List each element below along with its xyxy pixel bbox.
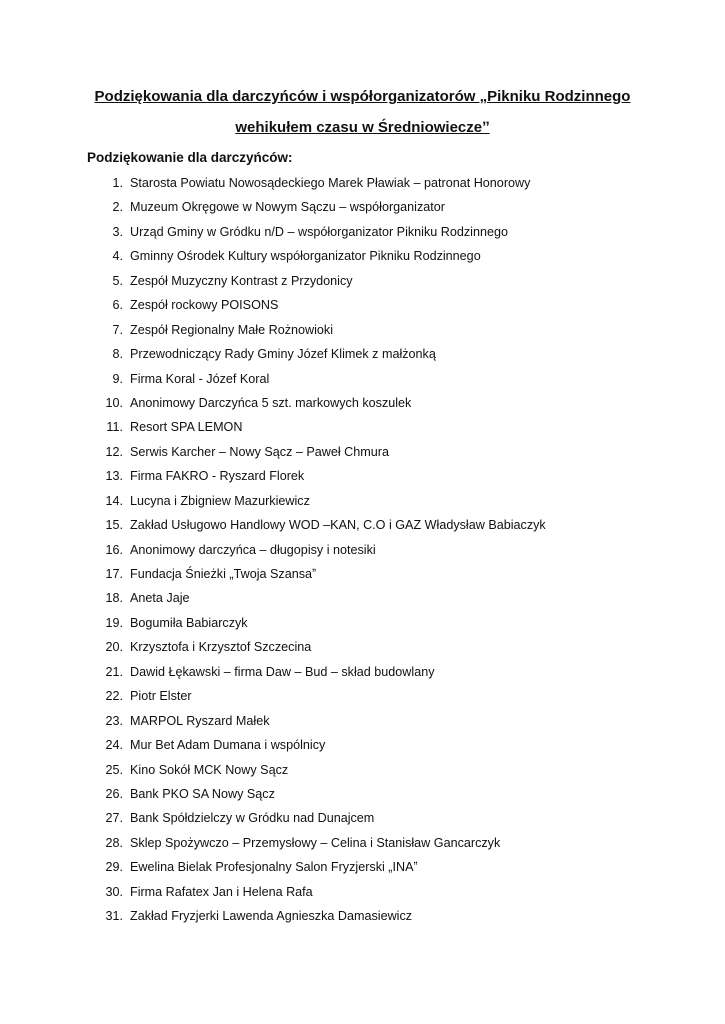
list-item [0,638,725,662]
item-number: 10. [105,395,123,410]
item-text: Zespół rockowy POISONS [130,298,279,313]
list-item [0,345,725,369]
item-text: Starosta Powiatu Nowosądeckiego Marek Pławiak – patronat Honorowy [130,176,531,190]
item-text: Sklep Spożywczo – Przemysłowy – Celina i Stanisław Gancarczyk [130,835,501,850]
list-item [0,761,725,785]
item-number: 7. [112,322,123,337]
item-number: 9. [112,371,123,386]
item-text: Ewelina Bielak Profesjonalny Salon Fryzjerski „INAˮ [130,860,418,875]
item-number: 21. [105,664,123,679]
list-item [0,443,725,467]
item-number: 19. [105,615,123,630]
item-text: Piotr Elster [130,689,192,704]
item-text: Fundacja Śnieżki „Twoja Szansaˮ [130,567,317,581]
list-item [0,589,725,613]
list-item [0,663,725,687]
item-text: Firma Koral - Józef Koral [130,371,270,386]
item-text: Kino Sokół MCK Nowy Sącz [130,762,289,777]
list-item [0,712,725,736]
list-item [0,907,725,931]
item-text: Dawid Łękawski – firma Daw – Bud – skład budowlany [130,664,435,679]
list-item [0,834,725,858]
item-text: Bogumiła Babiarczyk [130,615,248,630]
list-item [0,272,725,296]
item-text: Gminny Ośrodek Kultury współorganizator Pikniku Rodzinnego [130,249,481,264]
item-text: Krzysztofa i Krzysztof Szczecina [130,640,312,655]
list-item [0,370,725,394]
list-item [0,321,725,345]
donor-list [0,174,725,932]
list-item [0,883,725,907]
list-item [0,858,725,882]
item-number: 31. [105,909,123,924]
item-text: Lucyna i Zbigniew Mazurkiewicz [130,493,310,508]
item-number: 4. [112,249,123,264]
item-number: 23. [105,713,123,728]
item-number: 27. [105,811,123,826]
item-text: Zakład Fryzjerki Lawenda Agnieszka Damasiewicz [130,909,413,924]
document-title-line-1: Podziękowania dla darczyńców i współorganizatorów „Pikniku Rodzinnego [94,88,631,105]
item-number: 8. [112,347,123,362]
list-item [0,198,725,222]
item-number: 6. [112,298,123,313]
list-item [0,467,725,491]
item-number: 30. [105,884,123,899]
item-text: Bank PKO SA Nowy Sącz [130,786,275,801]
list-item [0,614,725,638]
item-text: Anonimowy darczyńca – długopisy i notesiki [130,542,376,557]
item-text: Serwis Karcher – Nowy Sącz – Paweł Chmura [130,444,389,459]
list-item [0,223,725,247]
item-number: 25. [105,762,123,777]
item-number: 16. [105,542,123,557]
item-number: 11. [106,420,123,435]
list-item [0,394,725,418]
list-item [0,736,725,760]
item-number: 13. [105,469,123,484]
list-item [0,247,725,271]
list-item [0,492,725,516]
item-text: Zespół Muzyczny Kontrast z Przydonicy [130,273,353,288]
item-number: 12. [105,444,123,459]
item-number: 29. [105,860,123,875]
list-item [0,516,725,540]
item-text: Aneta Jaje [130,591,190,606]
document-title-line-2: wehikułem czasu w Średniowieczeˮ [235,119,490,136]
item-number: 24. [105,738,123,753]
item-text: Przewodniczący Rady Gminy Józef Klimek z małżonką [130,347,436,362]
item-text: Resort SPA LEMON [130,420,243,435]
item-number: 14. [105,493,123,508]
list-item [0,809,725,833]
item-text: MARPOL Ryszard Małek [130,713,270,728]
item-text: Anonimowy Darczyńca 5 szt. markowych koszulek [130,395,412,410]
item-number: 26. [105,786,123,801]
item-number: 5. [112,273,123,288]
item-text: Muzeum Okręgowe w Nowym Sączu – współorganizator [130,200,445,215]
item-text: Urząd Gminy w Gródku n/D – współorganizator Pikniku Rodzinnego [130,224,508,239]
item-text: Firma Rafatex Jan i Helena Rafa [130,884,313,899]
item-number: 22. [105,689,123,704]
item-text: Zakład Usługowo Handlowy WOD –KAN, C.O i GAZ Władysław Babiaczyk [130,518,546,533]
list-item [0,565,725,589]
item-text: Mur Bet Adam Dumana i wspólnicy [130,738,326,753]
section-heading: Podziękowanie dla darczyńców: [87,150,293,165]
item-number: 18. [105,591,123,606]
item-number: 1. [112,176,123,190]
item-number: 17. [105,567,123,581]
list-item [0,296,725,320]
item-number: 3. [112,224,123,239]
list-item [0,418,725,442]
list-item [0,174,725,198]
item-number: 2. [112,200,123,215]
item-text: Bank Spółdzielczy w Gródku nad Dunajcem [130,811,375,826]
list-item [0,785,725,809]
item-number: 28. [105,835,123,850]
list-item [0,541,725,565]
item-number: 15. [105,518,123,533]
list-item [0,687,725,711]
item-text: Zespół Regionalny Małe Rożnowioki [130,322,334,337]
item-number: 20. [105,640,123,655]
item-text: Firma FAKRO - Ryszard Florek [130,469,305,484]
